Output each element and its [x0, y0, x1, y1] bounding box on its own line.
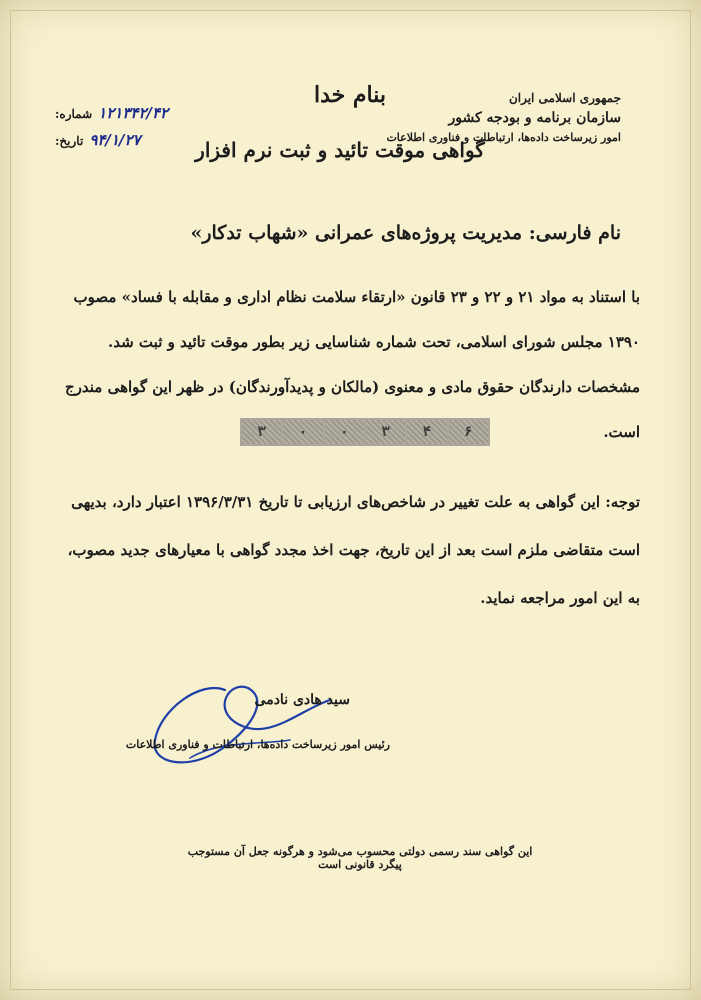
date-label: تاریخ: — [55, 134, 84, 148]
id-digit: ۶ — [449, 420, 488, 444]
id-digit: ۳ — [242, 420, 281, 444]
signatory-name: سید هادی نادمی — [254, 692, 350, 708]
date-value: ۹۴/۱/۲۷ — [89, 131, 141, 149]
id-digit: ۴ — [407, 420, 446, 444]
certificate-meta — [55, 100, 195, 154]
id-digit: ۰ — [325, 420, 364, 444]
number-label: شماره: — [55, 107, 93, 121]
software-name: نام فارسی: مدیریت پروژه‌های عمرانی «شهاب تدکار» — [190, 222, 621, 244]
signatory-title: رئیس امور زیرساخت داده‌ها، ارتباطات و فناوری اطلاعات — [125, 738, 390, 751]
org-department: امور زیرساخت داده‌ها، ارتباطات و فناوری اطلاعات — [386, 131, 621, 144]
signature-block — [125, 670, 390, 780]
certificate-body: با استناد به مواد ۲۱ و ۲۲ و ۲۳ قانون «ارتقاء سلامت نظام اداری و مقابله با فساد» مصوب ۱۳۹۰ مجلس شورای اسلامی، تحت شماره شناسایی زیر بطور موقت تائید و ثبت شد. مشخصات دارندگان حقوق مادی و معنوی (مالکان و پدیدآورندگان) در ظهر این گواهی مندرج است. — [64, 288, 640, 441]
date-row — [55, 127, 195, 154]
number-value: ۱۲۱۳۴۲/۴۲ — [98, 104, 169, 122]
org-country: جمهوری اسلامی ایران — [508, 91, 621, 105]
registration-id-strip — [240, 418, 490, 446]
certificate-title: گواهی موقت تائید و ثبت نرم افزار — [195, 138, 485, 162]
legal-footer: این گواهی سند رسمی دولتی محسوب می‌شود و هرگونه جعل آن مستوجب پیگرد قانونی است — [187, 845, 533, 871]
signature-scribble-icon — [130, 670, 390, 780]
org-ministry: سازمان برنامه و بودجه کشور — [448, 110, 621, 126]
id-digit: ۳ — [366, 420, 405, 444]
id-digit: ۰ — [283, 420, 322, 444]
number-row — [55, 100, 195, 127]
bismillah-heading: بنام خدا — [313, 82, 386, 108]
validity-note: توجه: این گواهی به علت تغییر در شاخص‌های ارزیابی تا تاریخ ۱۳۹۶/۳/۳۱ اعتبار دارد، بدیهی است متقاضی ملزم است بعد از این تاریخ، جهت اخذ مجدد گواهی با معیارهای جدید مصوب، به این امور مراجعه نماید. — [67, 493, 640, 607]
